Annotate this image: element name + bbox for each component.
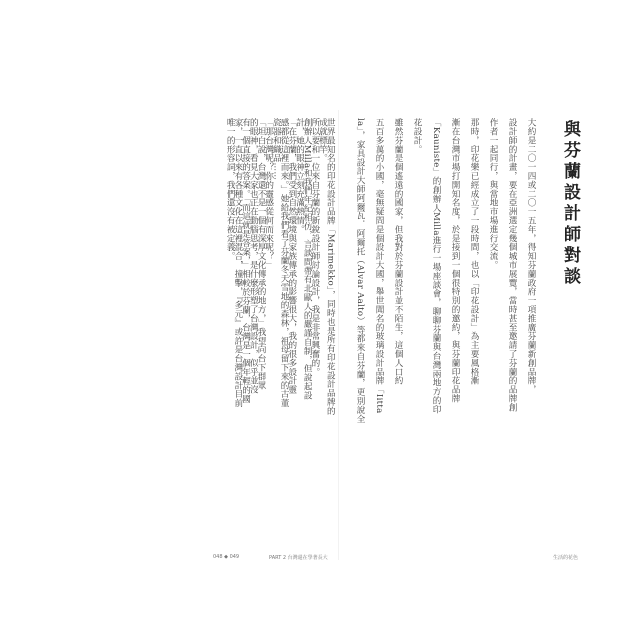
text-column: la」，家具設計大師阿爾瓦．阿爾托（Alvar Aalto）等都來自芬蘭，更別說全 xyxy=(355,118,365,424)
text-column: 瓷器和織品…… xyxy=(271,118,282,181)
text-column: 「在芬蘭，我們受到自然環境與家族傳承的影響很大，我的很多設計靈 xyxy=(286,118,297,394)
text-column: 漸在台灣市場打開知名度，於是接到一個很特別的邀約，與芬蘭印花品牌 xyxy=(450,118,460,403)
text-column: 那時，印花樂已經成立了一段時間，也以「印花設計」為主要風格漸 xyxy=(469,118,479,385)
right-page xyxy=(352,118,582,538)
text-column: 計，她的眼神立刻充滿熱情。 xyxy=(294,118,305,234)
text-column: 成就標竿。 xyxy=(317,118,328,163)
text-column: 家，一直以來有各種文化在這裡混合，撞擊，『多元』或許是台灣設計目前 xyxy=(232,118,243,408)
left-page xyxy=(222,118,336,538)
text-column: 創辦人Milla和我們年紀相仿，言談間帶有北歐人的嚴謹自制，但說起設 xyxy=(302,118,313,400)
running-head-right: 生活的花色 xyxy=(553,555,579,561)
text-column: 五百多萬的小國，毫無疑問是個設計大國，舉世聞名的玻璃設計品牌「Iitta xyxy=(374,118,384,414)
gutter-shadow xyxy=(338,110,339,560)
text-column: 感都從這裡而來。」她給我們看了芬蘭冬天雪地的森林，祖母留下來的古董 xyxy=(279,118,290,408)
text-column: 有一個直接的答案。「而這就是答案，」相較於芬蘭，台灣是一個年輕的國 xyxy=(240,118,251,404)
text-column: 「坦白說，台灣還不是一個有深厚文化傳承的地方，」我望向台下群眾 xyxy=(256,118,266,390)
chapter-heading: 與芬蘭設計師對談 xyxy=(560,120,580,288)
page-numbers: 048 ◆ 049 xyxy=(213,554,240,560)
text-column: 大約是二〇一四或二〇一五年，得知芬蘭政府一項推廣芬蘭新創品牌， xyxy=(526,118,536,394)
text-column: 雖然芬蘭是個遙遠的國家，但我對於芬蘭設計並不陌生，這個人口約 xyxy=(393,118,403,385)
text-column: 世界最知名的印花設計品牌「Marimekko」，同時也是所有印花設計品牌的 xyxy=(325,118,336,416)
running-head-left: PART 2 台灣還在學著長大 xyxy=(269,555,328,561)
text-column: 「那台灣呢？你的靈感從何而來呢？」 xyxy=(263,118,274,270)
text-column: 花設計。 xyxy=(412,118,422,154)
text-column: 的眼神，看見大家也正在動腦思考，是什麼形塑了台灣設計，似乎並沒 xyxy=(248,118,259,394)
text-column: 設計師的計畫，要在亞洲選定幾個城市展覽，當時甚至邀請了芬蘭的品牌創 xyxy=(507,118,517,412)
text-column: 所以要和一位來自芬蘭的新銳設計師討論設計，我是非常興奮的。 xyxy=(309,118,320,377)
text-column: 唯一的形容詞，我們還沒有被定義。 xyxy=(225,118,236,261)
text-column: 「Kauniste」的創辦人Milla進行一場座談會，聊聊芬蘭與台灣兩地方的印 xyxy=(431,118,441,414)
text-column: 作者一起同行，與當地市場進行交流。 xyxy=(488,118,498,270)
